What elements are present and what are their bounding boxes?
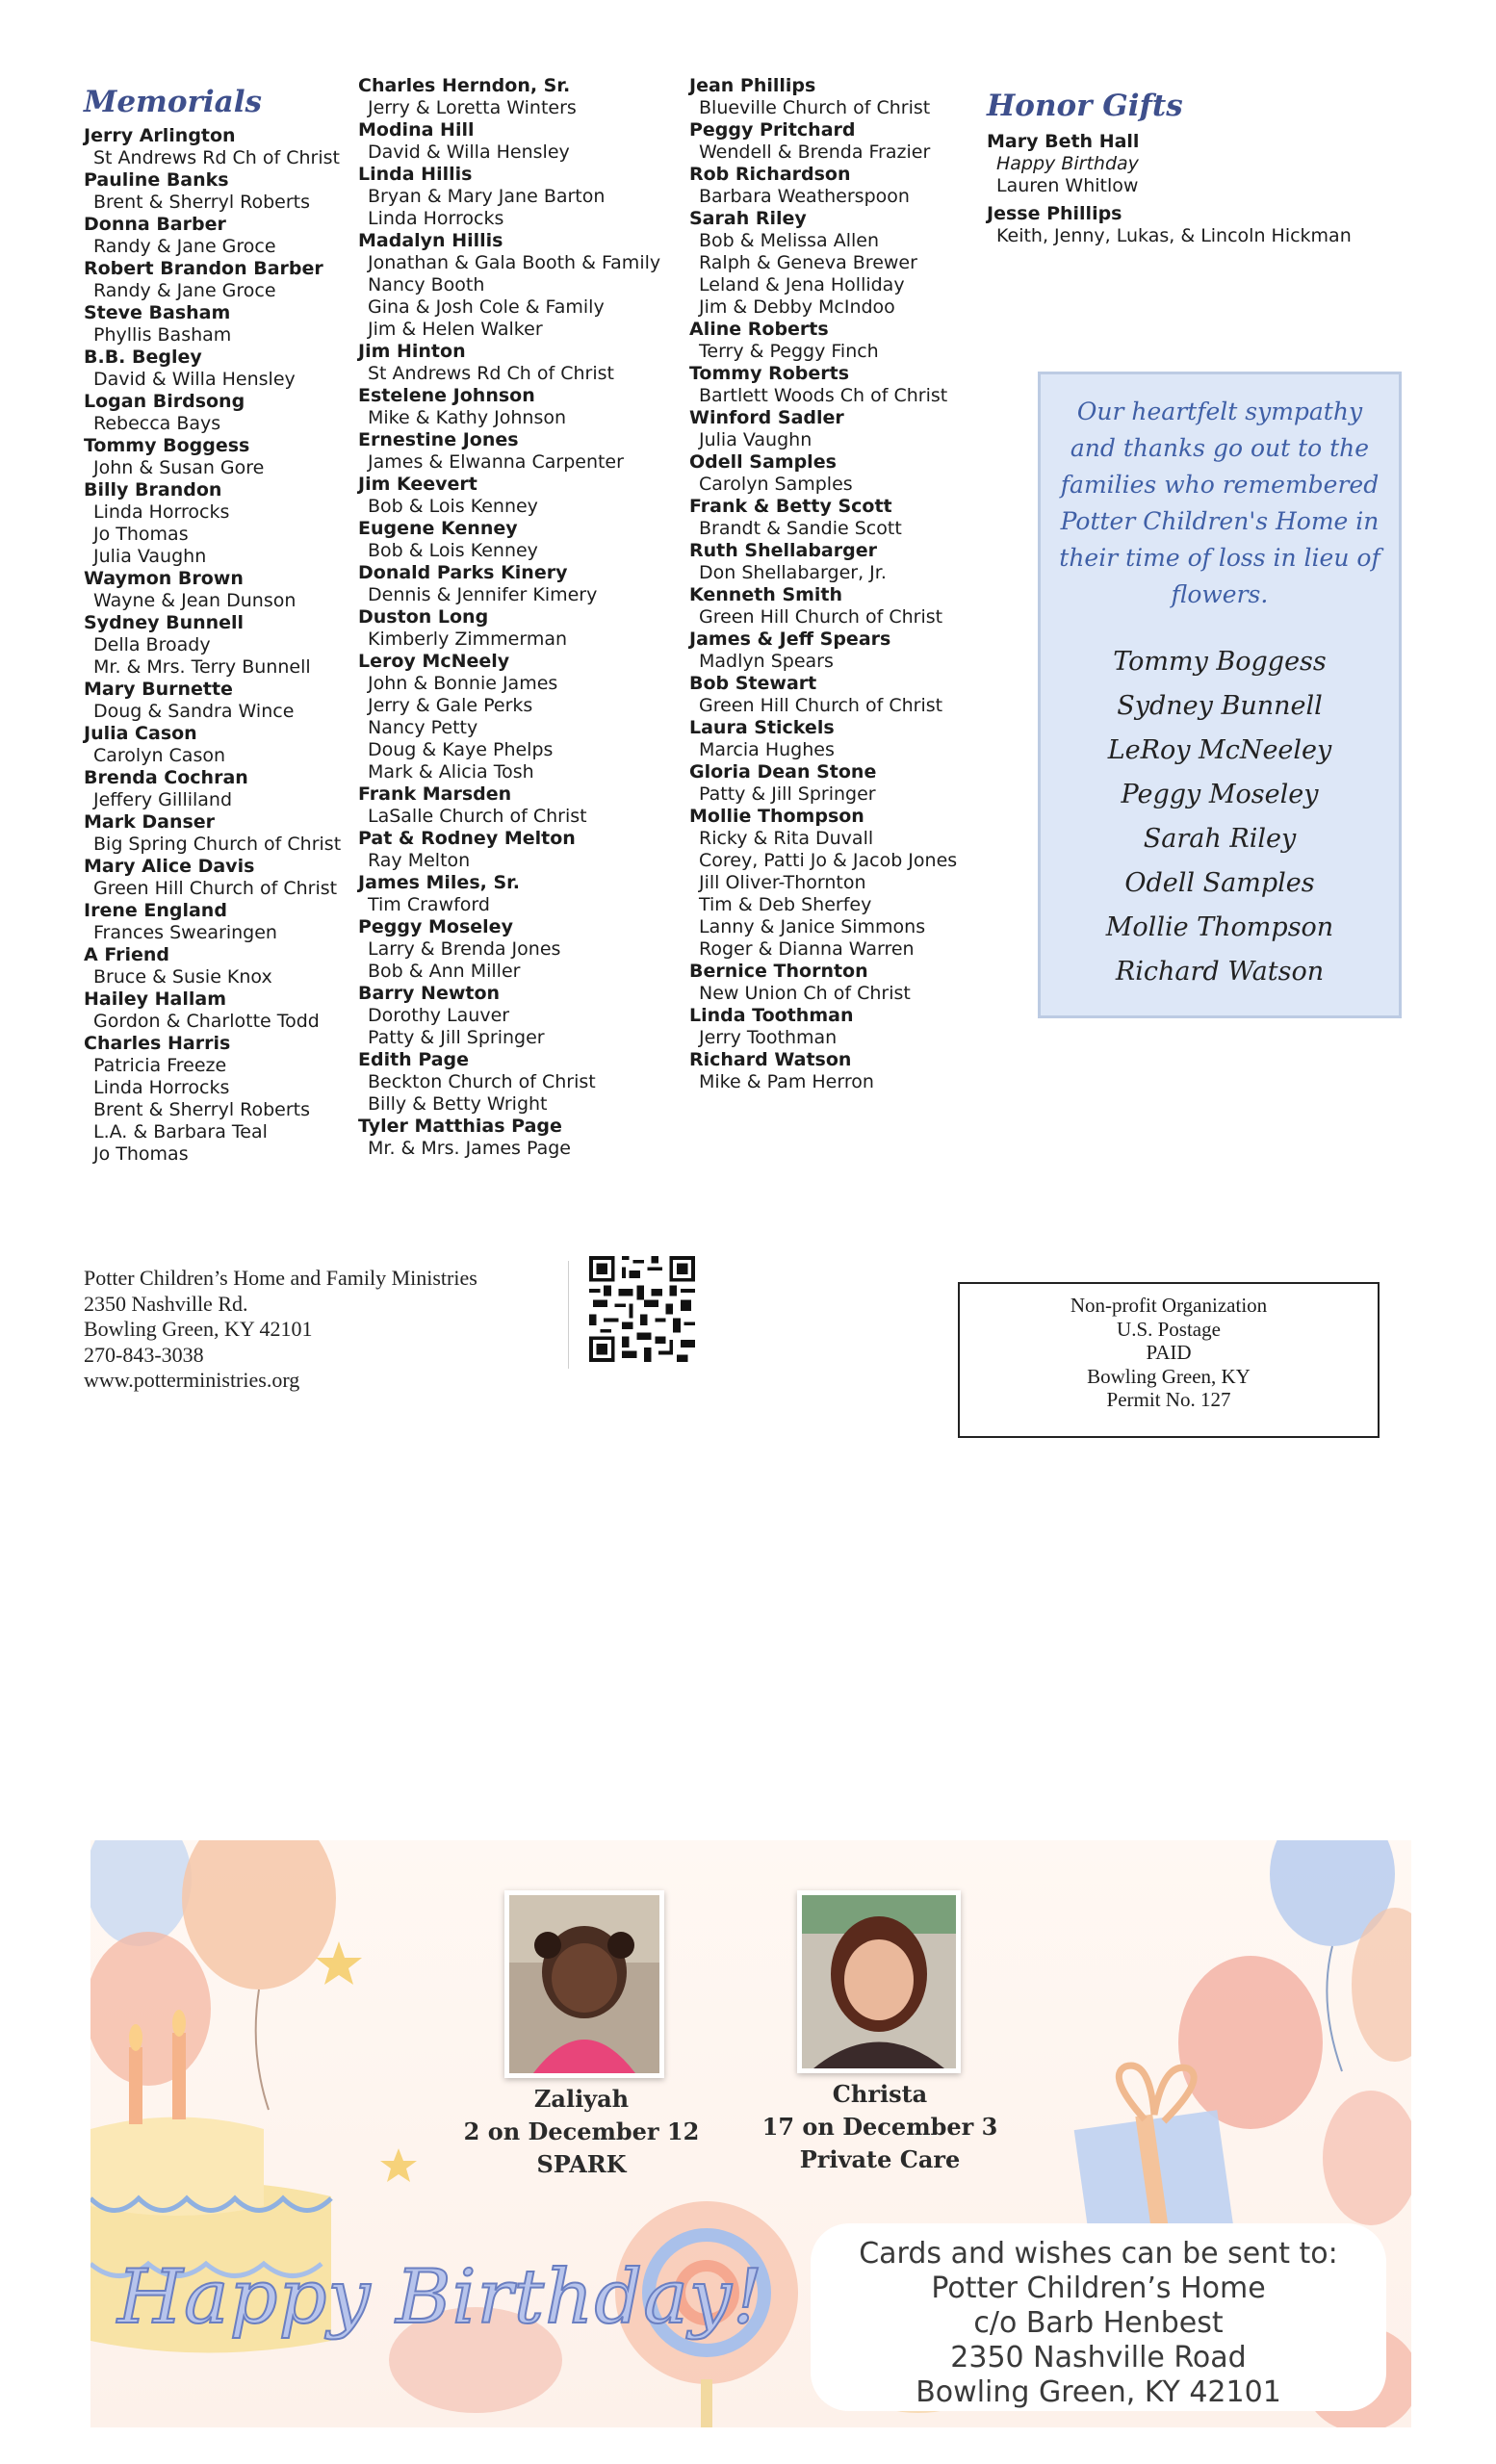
- birthday-program: Private Care: [799, 2145, 961, 2173]
- memorial-entry: [358, 429, 660, 474]
- memorial-honoree-name: Ruth Shellabarger: [689, 540, 877, 561]
- memorial-honoree-name: B.B. Begley: [84, 346, 202, 368]
- memorial-honoree-name: Sydney Bunnell: [84, 612, 245, 633]
- return-address: [84, 1266, 477, 1394]
- memorial-donor: Linda Horrocks: [368, 208, 504, 229]
- memorial-honoree-name: Richard Watson: [689, 1049, 852, 1070]
- memorial-donor: Bob & Lois Kenney: [368, 496, 538, 517]
- memorial-honoree-name: Pauline Banks: [84, 169, 229, 191]
- memorial-entry: [358, 230, 660, 341]
- memorial-entry: [358, 606, 660, 651]
- memorial-donor: L.A. & Barbara Teal: [93, 1121, 268, 1142]
- sympathy-family-name: Sarah Riley: [1143, 824, 1297, 854]
- memorial-honoree-name: Charles Harris: [84, 1033, 231, 1054]
- memorial-donor: Mr. & Mrs. Terry Bunnell: [93, 656, 311, 678]
- memorial-entry: [358, 562, 660, 606]
- memorial-honoree-name: Peggy Moseley: [358, 916, 513, 937]
- memorial-honoree-name: Duston Long: [358, 606, 489, 628]
- memorial-honoree-name: Robert Brandon Barber: [84, 258, 323, 279]
- memorial-donor: Bryan & Mary Jane Barton: [368, 186, 606, 207]
- memorial-honoree-name: James & Jeff Spears: [689, 629, 891, 650]
- memorial-donor: Lanny & Janice Simmons: [699, 916, 926, 937]
- memorial-donor: Nancy Petty: [368, 717, 478, 738]
- memorial-entry: [358, 164, 660, 230]
- memorial-donor: Jo Thomas: [93, 524, 189, 545]
- memorial-honoree-name: Linda Toothman: [689, 1005, 854, 1026]
- sympathy-box: [1038, 372, 1402, 1018]
- memorial-entry: [84, 391, 341, 435]
- memorial-entry: [358, 75, 660, 119]
- memorial-entry: [84, 944, 341, 988]
- memorial-honoree-name: Peggy Pritchard: [689, 119, 856, 141]
- memorial-entry: [689, 319, 957, 363]
- cards-mailing-info: [811, 2223, 1386, 2411]
- memorial-donor: Bob & Ann Miller: [368, 961, 521, 982]
- memorial-entry: [689, 496, 957, 540]
- memorial-honoree-name: Mary Burnette: [84, 679, 233, 700]
- memorial-entry: [358, 474, 660, 518]
- postage-line: U.S. Postage: [1117, 1317, 1221, 1341]
- sympathy-family-name: LeRoy McNeeley: [1107, 735, 1332, 765]
- memorial-donor: Ricky & Rita Duvall: [699, 828, 874, 849]
- memorial-donor: Linda Horrocks: [93, 501, 230, 523]
- memorial-donor: Patricia Freeze: [93, 1055, 227, 1076]
- memorial-honoree-name: Winford Sadler: [689, 407, 844, 428]
- memorial-entry: [358, 983, 660, 1049]
- memorial-entry: [689, 540, 957, 584]
- memorial-donor: Dorothy Lauver: [368, 1005, 510, 1026]
- memorial-honoree-name: Brenda Cochran: [84, 767, 248, 788]
- memorial-honoree-name: Jim Keevert: [358, 474, 477, 495]
- memorial-entry: [84, 988, 341, 1033]
- postage-line: Bowling Green, KY: [1087, 1364, 1251, 1388]
- memorial-donor: Wayne & Jean Dunson: [93, 590, 297, 611]
- memorial-honoree-name: Bob Stewart: [689, 673, 817, 694]
- zaliyah-photo: [504, 1890, 664, 2078]
- honor-gifts-section: [987, 89, 1352, 253]
- memorial-honoree-name: Pat & Rodney Melton: [358, 828, 576, 849]
- memorial-honoree-name: Aline Roberts: [689, 319, 829, 340]
- memorial-donor: Jim & Debby McIndoo: [699, 296, 895, 318]
- memorial-honoree-name: Mary Alice Davis: [84, 856, 255, 877]
- memorial-donor: Wendell & Brenda Frazier: [699, 141, 931, 163]
- memorial-honoree-name: Julia Cason: [84, 723, 197, 744]
- memorial-donor: Green Hill Church of Christ: [93, 878, 338, 899]
- memorial-entry: [358, 783, 660, 828]
- memorial-donor: Don Shellabarger, Jr.: [699, 562, 887, 583]
- sympathy-names: [1041, 640, 1399, 994]
- memorial-honoree-name: Frank & Betty Scott: [689, 496, 892, 517]
- sympathy-family-name: Peggy Moseley: [1121, 780, 1319, 809]
- memorial-donor: Patty & Jill Springer: [699, 783, 876, 805]
- memorial-honoree-name: Mark Danser: [84, 811, 216, 833]
- postage-line: PAID: [1146, 1341, 1192, 1364]
- happy-birthday-title: Happy Birthday!: [117, 2254, 764, 2341]
- memorial-entry: [84, 612, 341, 679]
- memorial-entry: [689, 961, 957, 1005]
- cards-address-line: 2350 Nashville Road: [950, 2341, 1247, 2374]
- memorial-honoree-name: Logan Birdsong: [84, 391, 245, 412]
- memorial-donor: Julia Vaughn: [699, 429, 812, 450]
- honor-entry: [987, 131, 1352, 197]
- memorial-honoree-name: Donald Parks Kinery: [358, 562, 568, 583]
- memorial-donor: Mike & Kathy Johnson: [368, 407, 567, 428]
- memorial-entry: [84, 811, 341, 856]
- memorial-entry: [689, 451, 957, 496]
- memorial-donor: Bob & Lois Kenney: [368, 540, 538, 561]
- website-link[interactable]: www.potterministries.org: [84, 1368, 300, 1392]
- christa-photo: [797, 1890, 961, 2073]
- memorial-entry: [689, 717, 957, 761]
- memorial-entry: [358, 385, 660, 429]
- birthday-detail: 2 on December 12: [463, 2118, 700, 2145]
- honor-entry: [987, 203, 1352, 247]
- memorial-donor: LaSalle Church of Christ: [368, 806, 587, 827]
- memorial-donor: Green Hill Church of Christ: [699, 695, 943, 716]
- memorial-entry: [689, 806, 957, 961]
- memorial-donor: Rebecca Bays: [93, 413, 221, 434]
- memorial-entry: [84, 767, 341, 811]
- sympathy-family-name: Mollie Thompson: [1105, 912, 1334, 942]
- memorials-column-1: [84, 125, 341, 1166]
- memorial-entry: [84, 258, 341, 302]
- memorial-entry: [358, 518, 660, 562]
- honor-gifts-heading: Honor Gifts: [987, 89, 1183, 123]
- memorial-honoree-name: Sarah Riley: [689, 208, 807, 229]
- memorial-donor: Beckton Church of Christ: [368, 1071, 596, 1092]
- memorial-donor: John & Susan Gore: [93, 457, 265, 478]
- memorial-donor: Della Broady: [93, 634, 211, 655]
- birthday-name: Zaliyah: [533, 2085, 630, 2113]
- memorial-donor: Bob & Melissa Allen: [699, 230, 880, 251]
- memorial-donor: Marcia Hughes: [699, 739, 835, 760]
- address-line: Potter Children’s Home and Family Ministries: [84, 1266, 477, 1290]
- memorial-honoree-name: Charles Herndon, Sr.: [358, 75, 571, 96]
- memorial-donor: Mike & Pam Herron: [699, 1071, 874, 1092]
- memorial-entry: [689, 208, 957, 319]
- memorial-donor: Jerry & Loretta Winters: [368, 97, 577, 118]
- postage-indicia: [958, 1282, 1380, 1438]
- memorial-honoree-name: Ernestine Jones: [358, 429, 519, 450]
- memorial-entry: [84, 723, 341, 767]
- memorial-entry: [84, 169, 341, 214]
- memorial-donor: Barbara Weatherspoon: [699, 186, 910, 207]
- memorial-entry: [689, 75, 957, 119]
- memorial-donor: Larry & Brenda Jones: [368, 938, 561, 960]
- memorial-donor: Linda Horrocks: [93, 1077, 230, 1098]
- memorial-donor: St Andrews Rd Ch of Christ: [93, 147, 340, 168]
- memorial-honoree-name: Billy Brandon: [84, 479, 222, 500]
- memorial-donor: Carolyn Cason: [93, 745, 226, 766]
- memorial-entry: [358, 828, 660, 872]
- memorial-donor: Billy & Betty Wright: [368, 1093, 548, 1115]
- memorial-donor: Jill Oliver-Thornton: [699, 872, 866, 893]
- birthday-detail: 17 on December 3: [761, 2113, 998, 2141]
- memorial-entry: [84, 900, 341, 944]
- memorial-donor: Carolyn Samples: [699, 474, 853, 495]
- memorial-donor: John & Bonnie James: [368, 673, 558, 694]
- memorial-donor: Tim Crawford: [368, 894, 490, 915]
- memorial-donor: Julia Vaughn: [93, 546, 207, 567]
- memorial-donor: Jerry & Gale Perks: [368, 695, 533, 716]
- memorial-honoree-name: Hailey Hallam: [84, 988, 227, 1010]
- memorial-honoree-name: Mollie Thompson: [689, 806, 864, 827]
- honor-donor: Keith, Jenny, Lukas, & Lincoln Hickman: [996, 225, 1352, 246]
- memorial-entry: [358, 1116, 660, 1160]
- memorial-donor: James & Elwanna Carpenter: [368, 451, 624, 473]
- memorial-donor: Blueville Church of Christ: [699, 97, 931, 118]
- memorial-donor: Kimberly Zimmerman: [368, 629, 568, 650]
- memorial-entry: [84, 1033, 341, 1166]
- memorial-donor: Mr. & Mrs. James Page: [368, 1138, 571, 1159]
- memorial-donor: Leland & Jena Holliday: [699, 274, 905, 295]
- memorial-entry: [358, 341, 660, 385]
- memorial-entry: [689, 629, 957, 673]
- memorial-donor: Terry & Peggy Finch: [699, 341, 879, 362]
- memorial-donor: Doug & Kaye Phelps: [368, 739, 554, 760]
- memorial-entry: [84, 435, 341, 479]
- memorial-entry: [689, 407, 957, 451]
- memorial-donor: Jo Thomas: [93, 1143, 189, 1165]
- memorial-donor: Gordon & Charlotte Todd: [93, 1011, 320, 1032]
- memorial-donor: Doug & Sandra Wince: [93, 701, 295, 722]
- birthday-banner: [90, 1840, 1411, 2427]
- cards-address-line: c/o Barb Henbest: [973, 2306, 1224, 2340]
- sympathy-message: Our heartfelt sympathy and thanks go out to the families who remembered Potter Children's Home in their time of loss in lieu of flowers.: [1059, 398, 1380, 608]
- memorial-donor: Gina & Josh Cole & Family: [368, 296, 605, 318]
- memorial-honoree-name: Madalyn Hillis: [358, 230, 503, 251]
- cards-address-line: Cards and wishes can be sent to:: [859, 2237, 1338, 2271]
- memorial-entry: [689, 1005, 957, 1049]
- memorial-honoree-name: Gloria Dean Stone: [689, 761, 877, 783]
- memorial-honoree-name: Donna Barber: [84, 214, 226, 235]
- memorial-donor: Jerry Toothman: [699, 1027, 838, 1048]
- memorial-honoree-name: Tommy Roberts: [689, 363, 850, 384]
- honor-occasion: Happy Birthday: [996, 153, 1139, 174]
- memorial-entry: [358, 1049, 660, 1116]
- memorial-donor: Corey, Patti Jo & Jacob Jones: [699, 850, 958, 871]
- memorial-donor: David & Willa Hensley: [368, 141, 570, 163]
- memorial-honoree-name: Linda Hillis: [358, 164, 473, 185]
- honoree-name: Jesse Phillips: [987, 203, 1122, 224]
- sympathy-family-name: Sydney Bunnell: [1117, 691, 1323, 721]
- memorial-donor: Tim & Deb Sherfey: [699, 894, 872, 915]
- memorial-entry: [689, 119, 957, 164]
- memorial-donor: Brandt & Sandie Scott: [699, 518, 902, 539]
- sympathy-family-name: Odell Samples: [1124, 868, 1315, 898]
- memorial-honoree-name: Edith Page: [358, 1049, 470, 1070]
- memorial-entry: [84, 214, 341, 258]
- memorial-honoree-name: Jerry Arlington: [84, 125, 236, 146]
- memorial-donor: Randy & Jane Groce: [93, 236, 276, 257]
- memorial-honoree-name: Jim Hinton: [358, 341, 466, 362]
- memorial-entry: [358, 916, 660, 983]
- memorial-honoree-name: Waymon Brown: [84, 568, 244, 589]
- memorial-donor: Ray Melton: [368, 850, 471, 871]
- address-line: Bowling Green, KY 42101: [84, 1317, 313, 1341]
- honor-gifts-list: [987, 131, 1352, 247]
- memorials-column-3: [689, 75, 957, 1093]
- birthday-name: Christa: [832, 2080, 928, 2108]
- birthday-caption: [745, 2078, 1015, 2176]
- memorial-honoree-name: Laura Stickels: [689, 717, 835, 738]
- memorial-donor: Nancy Booth: [368, 274, 485, 295]
- address-line: 2350 Nashville Rd.: [84, 1291, 248, 1316]
- memorial-honoree-name: Jean Phillips: [689, 75, 816, 96]
- memorial-donor: Dennis & Jennifer Kimery: [368, 584, 598, 605]
- qr-code-icon[interactable]: [589, 1256, 695, 1362]
- memorial-honoree-name: Rob Richardson: [689, 164, 851, 185]
- memorial-honoree-name: Odell Samples: [689, 451, 837, 473]
- birthday-program: SPARK: [536, 2150, 627, 2178]
- memorial-honoree-name: Kenneth Smith: [689, 584, 843, 605]
- memorial-donor: Frances Swearingen: [93, 922, 277, 943]
- memorial-donor: Bartlett Woods Ch of Christ: [699, 385, 948, 406]
- memorial-donor: St Andrews Rd Ch of Christ: [368, 363, 614, 384]
- memorial-donor: Big Spring Church of Christ: [93, 834, 342, 855]
- memorial-entry: [358, 119, 660, 164]
- memorial-donor: Mark & Alicia Tosh: [368, 761, 534, 783]
- memorial-honoree-name: Barry Newton: [358, 983, 501, 1004]
- memorial-donor: Brent & Sherryl Roberts: [93, 1099, 311, 1120]
- memorials-heading: Memorials: [84, 85, 262, 119]
- cards-address-line: Bowling Green, KY 42101: [916, 2375, 1281, 2409]
- memorial-donor: Bruce & Susie Knox: [93, 966, 272, 988]
- memorial-donor: Patty & Jill Springer: [368, 1027, 545, 1048]
- memorial-donor: Green Hill Church of Christ: [699, 606, 943, 628]
- memorial-entry: [689, 761, 957, 806]
- memorial-honoree-name: Steve Basham: [84, 302, 231, 323]
- memorial-entry: [84, 346, 341, 391]
- memorial-entry: [689, 584, 957, 629]
- memorial-donor: Phyllis Basham: [93, 324, 232, 346]
- memorial-donor: Brent & Sherryl Roberts: [93, 192, 311, 213]
- sympathy-family-name: Tommy Boggess: [1113, 647, 1327, 677]
- memorial-donor: Jim & Helen Walker: [368, 319, 543, 340]
- memorial-entry: [84, 479, 341, 568]
- memorial-entry: [689, 363, 957, 407]
- memorial-entry: [358, 651, 660, 783]
- memorial-honoree-name: Irene England: [84, 900, 227, 921]
- memorial-entry: [84, 302, 341, 346]
- memorial-entry: [358, 872, 660, 916]
- memorial-honoree-name: Frank Marsden: [358, 783, 512, 805]
- memorial-donor: New Union Ch of Christ: [699, 983, 911, 1004]
- address-line: 270-843-3038: [84, 1342, 204, 1367]
- memorial-donor: Jonathan & Gala Booth & Family: [368, 252, 661, 273]
- memorial-entry: [689, 673, 957, 717]
- honor-donor: Lauren Whitlow: [996, 175, 1139, 196]
- memorial-honoree-name: Tyler Matthias Page: [358, 1116, 562, 1137]
- memorial-entry: [84, 568, 341, 612]
- birthday-caption: [447, 2083, 716, 2181]
- memorial-donor: Madlyn Spears: [699, 651, 834, 672]
- memorial-donor: Ralph & Geneva Brewer: [699, 252, 917, 273]
- honoree-name: Mary Beth Hall: [987, 131, 1140, 152]
- memorials-column-2: [358, 75, 660, 1160]
- memorial-honoree-name: James Miles, Sr.: [358, 872, 521, 893]
- postage-line: Non-profit Organization: [1070, 1294, 1268, 1317]
- memorial-honoree-name: A Friend: [84, 944, 169, 965]
- sympathy-family-name: Richard Watson: [1115, 957, 1325, 987]
- memorial-honoree-name: Modina Hill: [358, 119, 475, 141]
- memorial-honoree-name: Leroy McNeely: [358, 651, 510, 672]
- address-divider: [568, 1261, 569, 1369]
- memorial-honoree-name: Eugene Kenney: [358, 518, 518, 539]
- memorial-honoree-name: Tommy Boggess: [84, 435, 250, 456]
- memorial-donor: Roger & Dianna Warren: [699, 938, 915, 960]
- memorial-donor: Jeffery Gilliland: [93, 789, 233, 810]
- memorial-entry: [689, 164, 957, 208]
- memorial-entry: [84, 856, 341, 900]
- memorial-donor: David & Willa Hensley: [93, 369, 296, 390]
- postage-line: Permit No. 127: [1106, 1388, 1231, 1411]
- memorial-entry: [84, 679, 341, 723]
- memorial-honoree-name: Bernice Thornton: [689, 961, 868, 982]
- cards-address-line: Potter Children’s Home: [931, 2272, 1266, 2305]
- memorial-entry: [84, 125, 341, 169]
- memorial-honoree-name: Estelene Johnson: [358, 385, 535, 406]
- memorial-donor: Randy & Jane Groce: [93, 280, 276, 301]
- memorial-entry: [689, 1049, 957, 1093]
